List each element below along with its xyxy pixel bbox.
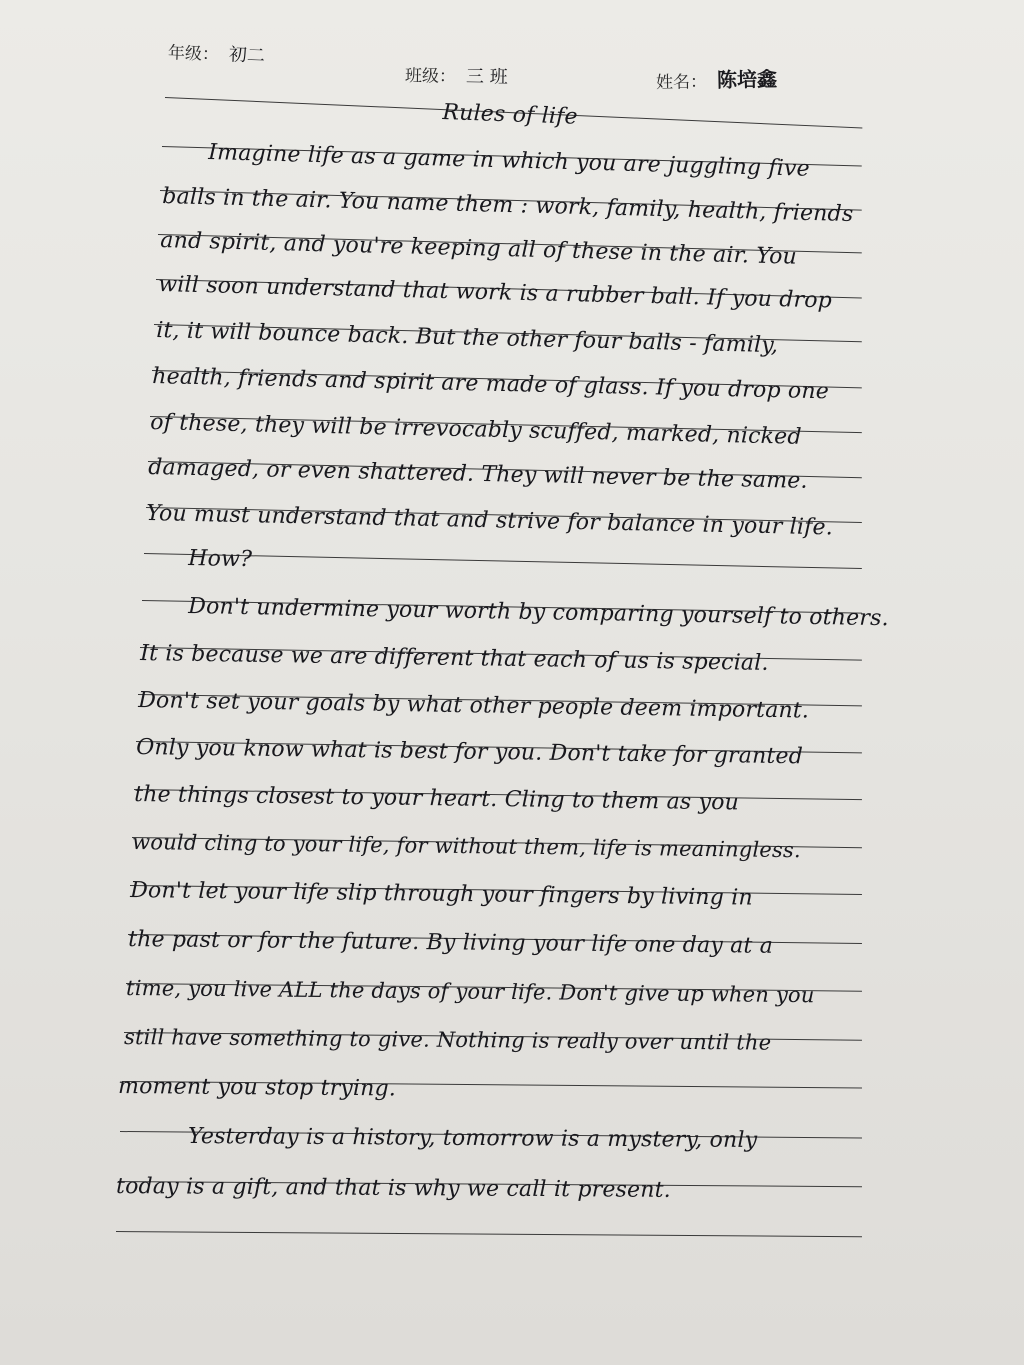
essay-line-8: damaged, or even shattered. They will never be the same. [148,455,808,494]
essay-line-12: It is because we are different that each of us is special. [140,641,769,676]
essay-line-4: will soon understand that work is a rubber ball. If you drop [158,272,833,314]
essay-line-21: moment you stop trying. [118,1074,397,1102]
essay-line-2: balls in the air. You name them : work, family, health, friends [162,184,854,228]
essay-title: Rules of life [442,100,579,130]
essay-line-9: You must understand that and strive for balance in your life. [146,501,834,541]
essay-line-20: still have something to give. Nothing is really over until the [124,1025,772,1055]
essay-line-10: How? [188,546,253,573]
class-value: 三 班 [465,66,508,88]
essay-line-17: Don't let your life slip through your fingers by living in [130,878,753,911]
essay-line-13: Don't set your goals by what other people deem important. [138,688,810,724]
essay-line-6: health, friends and spirit are made of glass. If you drop one [152,364,830,405]
grade-label: 年级： [167,43,220,66]
essay-line-1: Imagine life as a game in which you are juggling five [208,140,811,182]
essay-line-11: Don't undermine your worth by comparing yourself to others. [188,594,889,632]
class-field [405,61,508,89]
grade-value: 初二 [228,44,266,67]
essay-line-22: Yesterday is a history, tomorrow is a mystery, only [188,1124,758,1153]
essay-line-18: the past or for the future. By living your life one day at a [128,927,774,959]
essay-line-5: it, it will bounce back. But the other four balls - family, [156,318,779,359]
name-field [656,63,777,94]
class-label: 班级： [404,66,457,87]
essay-line-15: the things closest to your heart. Cling to them as you [134,782,740,816]
name-label: 姓名： [655,72,708,94]
essay-line-14: Only you know what is best for you. Don't take for granted [136,735,804,770]
essay-line-16: would cling to your life, for without them, life is meaningless. [132,830,801,863]
name-value: 陈培鑫 [716,66,778,92]
essay-line-7: of these, they will be irrevocably scuffed, marked, nicked [150,410,802,450]
essay-line-3: and spirit, and you're keeping all of these in the air. You [160,228,798,270]
essay-line-23: today is a gift, and that is why we call it present. [116,1174,672,1203]
essay-line-19: time, you live ALL the days of your life. Don't give up when you [126,976,815,1008]
ruled-line [116,1231,862,1237]
grade-field [168,38,266,67]
